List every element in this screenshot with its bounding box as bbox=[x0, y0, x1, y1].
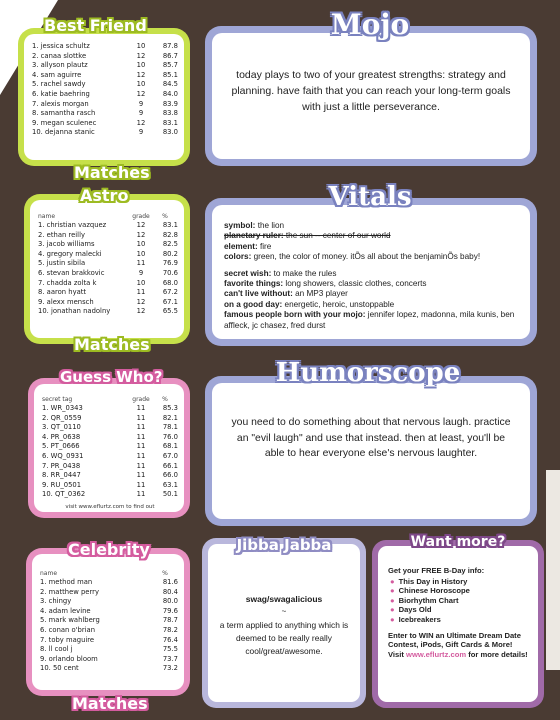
humorscope-text: you need to do something about that nervous laugh. practice an "evil laugh" and use that instead. then at least, you'll be able to hear everyone else's nervous laughter. bbox=[231, 417, 511, 460]
want-more-list bbox=[390, 577, 532, 625]
vitals-element: element: fire bbox=[224, 241, 272, 251]
row-name: 7. PR_0438 bbox=[42, 461, 81, 470]
astro-header-name: name bbox=[38, 213, 56, 220]
table-row bbox=[38, 240, 178, 250]
paper-edge-strip bbox=[546, 470, 560, 670]
astro-card bbox=[24, 194, 190, 344]
row-name: 5. rachel sawdy bbox=[32, 80, 86, 89]
row-grade: 10 bbox=[136, 61, 146, 70]
row-grade: 9 bbox=[138, 268, 144, 277]
row-percent: 82.1 bbox=[162, 413, 178, 422]
vitals-symbol: symbol: the lion bbox=[224, 221, 285, 230]
table-row bbox=[38, 298, 178, 308]
table-row bbox=[40, 616, 178, 626]
row-grade: 9 bbox=[138, 99, 144, 108]
row-grade: 11 bbox=[136, 451, 146, 460]
table-row bbox=[40, 588, 178, 598]
row-grade: 10 bbox=[136, 249, 146, 258]
row-grade: 11 bbox=[136, 480, 146, 489]
row-grade: 11 bbox=[136, 461, 146, 470]
row-grade: 12 bbox=[136, 118, 146, 127]
row-percent: 83.9 bbox=[162, 99, 178, 108]
jibba-jabba-panel bbox=[202, 538, 366, 708]
table-row bbox=[32, 128, 178, 138]
table-row bbox=[32, 61, 178, 71]
vitals-good-day: on a good day: energetic, heroic, unstoppable bbox=[224, 299, 395, 309]
list-item: ● This Day in History bbox=[390, 576, 468, 586]
celebrity-header-name: name bbox=[40, 570, 58, 577]
astro-header-pct: % bbox=[162, 213, 168, 220]
table-row bbox=[40, 664, 178, 674]
vitals-famous: famous people born with your mojo: jennifer lopez, madonna, mila kunis, ben affleck, jc chasez, fred durst bbox=[224, 310, 515, 330]
row-percent: 87.8 bbox=[162, 42, 178, 50]
row-name: 7. alexis morgan bbox=[32, 99, 89, 108]
vitals-colors: colors: green, the color of money. itÕs all about the benjaminÕs baby! bbox=[224, 252, 481, 262]
row-percent: 66.1 bbox=[162, 461, 178, 470]
table-row bbox=[38, 307, 178, 317]
row-percent: 63.1 bbox=[162, 480, 178, 489]
row-percent: 78.1 bbox=[162, 423, 178, 432]
jibba-jabba-tilde: ~ bbox=[281, 607, 287, 616]
row-percent: 50.1 bbox=[162, 490, 178, 499]
row-percent: 67.1 bbox=[162, 297, 178, 306]
row-percent: 67.2 bbox=[162, 288, 178, 297]
table-row bbox=[32, 90, 178, 100]
row-grade: 10 bbox=[136, 80, 146, 89]
table-row bbox=[40, 578, 178, 588]
row-grade: 12 bbox=[136, 89, 146, 98]
row-name: 3. QT_0110 bbox=[42, 423, 81, 432]
row-percent: 78.2 bbox=[162, 625, 178, 634]
row-percent: 66.0 bbox=[162, 471, 178, 480]
list-item: ● Days Old bbox=[390, 605, 432, 615]
table-row bbox=[42, 433, 178, 443]
row-grade: 11 bbox=[136, 404, 146, 412]
vitals-ruler: planetary ruler: the sun -- center of our world bbox=[224, 231, 391, 241]
celebrity-subtitle: Matches bbox=[72, 694, 148, 713]
row-name: 8. aaron hyatt bbox=[38, 288, 87, 297]
row-percent: 83.0 bbox=[162, 128, 178, 137]
row-percent: 76.9 bbox=[162, 259, 178, 268]
row-name: 4. adam levine bbox=[40, 606, 91, 615]
row-grade: 11 bbox=[136, 442, 146, 451]
row-grade: 10 bbox=[136, 240, 146, 249]
row-name: 3. chingy bbox=[40, 597, 72, 606]
row-percent: 65.5 bbox=[162, 307, 178, 316]
table-row bbox=[42, 423, 178, 433]
row-percent: 70.6 bbox=[162, 268, 178, 277]
want-more-visit: Visit www.eflurtz.com for more details! bbox=[388, 649, 528, 659]
table-row bbox=[32, 52, 178, 62]
table-row bbox=[40, 597, 178, 607]
row-name: 10. QT_0362 bbox=[42, 490, 86, 499]
mojo-panel bbox=[205, 26, 537, 166]
row-name: 4. gregory malecki bbox=[38, 249, 102, 258]
row-name: 2. canaa slottke bbox=[32, 51, 87, 60]
jibba-jabba-definition: a term applied to anything which is deemed to be really really cool/great/awesome. bbox=[219, 620, 349, 656]
guess-who-title: Guess Who? bbox=[60, 368, 163, 386]
bullet-icon: ● bbox=[390, 595, 395, 605]
row-grade: 12 bbox=[136, 297, 146, 306]
row-name: 8. RR_0447 bbox=[42, 471, 81, 480]
row-percent: 85.1 bbox=[162, 70, 178, 79]
row-name: 5. mark wahlberg bbox=[40, 616, 100, 625]
row-grade: 10 bbox=[136, 42, 146, 50]
guess-who-header-pct: % bbox=[162, 396, 168, 403]
row-grade: 9 bbox=[138, 109, 144, 118]
row-name: 9. orlando bloom bbox=[40, 654, 98, 663]
table-row bbox=[32, 100, 178, 110]
row-name: 1. jessica schultz bbox=[32, 42, 90, 50]
row-name: 7. chadda zolta k bbox=[38, 278, 97, 287]
list-item: ● Biorhythm Chart bbox=[390, 595, 459, 605]
bullet-icon: ● bbox=[390, 605, 395, 615]
table-row bbox=[38, 288, 178, 298]
table-row bbox=[42, 414, 178, 424]
table-row bbox=[42, 404, 178, 414]
vitals-favorite: favorite things: long showers, classic clothes, concerts bbox=[224, 279, 427, 289]
bullet-icon: ● bbox=[390, 576, 395, 586]
row-percent: 75.5 bbox=[162, 645, 178, 654]
row-percent: 85.7 bbox=[162, 61, 178, 70]
table-row bbox=[42, 490, 178, 500]
celebrity-table bbox=[40, 570, 178, 674]
table-row bbox=[40, 636, 178, 646]
row-percent: 68.0 bbox=[162, 278, 178, 287]
row-percent: 73.7 bbox=[162, 654, 178, 663]
row-name: 10. 50 cent bbox=[40, 664, 79, 673]
vitals-title: Vitals bbox=[328, 182, 412, 212]
table-row bbox=[38, 221, 178, 231]
table-row bbox=[38, 259, 178, 269]
row-name: 6. WQ_0931 bbox=[42, 451, 84, 460]
table-row bbox=[42, 452, 178, 462]
row-percent: 86.7 bbox=[162, 51, 178, 60]
row-grade: 12 bbox=[136, 230, 146, 239]
table-row bbox=[32, 109, 178, 119]
vitals-cant-live: can't live without: an MP3 player bbox=[224, 289, 348, 299]
humorscope-panel bbox=[205, 376, 537, 526]
row-percent: 80.4 bbox=[162, 587, 178, 596]
celebrity-card bbox=[26, 548, 190, 696]
row-percent: 73.2 bbox=[162, 664, 178, 673]
row-name: 2. QR_0559 bbox=[42, 413, 82, 422]
bullet-icon: ● bbox=[390, 586, 395, 596]
row-name: 3. jacob williams bbox=[38, 240, 95, 249]
row-name: 7. toby maguire bbox=[40, 635, 95, 644]
row-name: 8. samantha rasch bbox=[32, 109, 96, 118]
eflurtz-link[interactable]: www.eflurtz.com bbox=[406, 649, 467, 659]
want-more-panel bbox=[372, 534, 544, 708]
row-grade: 11 bbox=[136, 471, 146, 480]
row-grade: 11 bbox=[136, 288, 146, 297]
row-percent: 83.1 bbox=[162, 118, 178, 127]
mojo-title: Mojo bbox=[330, 8, 410, 41]
table-row bbox=[32, 42, 178, 52]
table-row bbox=[38, 250, 178, 260]
row-percent: 82.5 bbox=[162, 240, 178, 249]
table-row bbox=[42, 442, 178, 452]
astro-header-grade: grade bbox=[132, 213, 150, 220]
row-grade: 9 bbox=[138, 128, 144, 137]
row-name: 3. allyson plautz bbox=[32, 61, 88, 70]
row-name: 9. megan sculenec bbox=[32, 118, 97, 127]
table-row bbox=[40, 607, 178, 617]
table-row bbox=[38, 279, 178, 289]
want-more-intro: Get your FREE B-Day info: bbox=[388, 566, 485, 575]
jibba-jabba-title: Jibba Jabba bbox=[236, 536, 332, 554]
humorscope-title: Humorscope bbox=[275, 358, 461, 388]
row-name: 10. jonathan nadolny bbox=[38, 307, 111, 316]
row-grade: 11 bbox=[136, 432, 146, 441]
row-percent: 67.0 bbox=[162, 451, 178, 460]
row-grade: 10 bbox=[136, 278, 146, 287]
row-percent: 84.0 bbox=[162, 89, 178, 98]
row-name: 9. RU_0501 bbox=[42, 480, 82, 489]
row-percent: 76.0 bbox=[162, 432, 178, 441]
row-percent: 85.3 bbox=[162, 404, 178, 412]
row-name: 10. dejanna stanic bbox=[32, 128, 95, 137]
row-percent: 84.5 bbox=[162, 80, 178, 89]
row-percent: 83.8 bbox=[162, 109, 178, 118]
vitals-body bbox=[212, 205, 530, 331]
table-row bbox=[42, 471, 178, 481]
list-item: ● Chinese Horoscope bbox=[390, 586, 470, 596]
row-name: 6. stevan brakkovic bbox=[38, 268, 105, 277]
row-percent: 76.4 bbox=[162, 635, 178, 644]
row-grade: 12 bbox=[136, 70, 146, 79]
row-grade: 12 bbox=[136, 307, 146, 316]
astro-subtitle: Matches bbox=[74, 335, 150, 354]
best-friend-table bbox=[32, 42, 178, 138]
best-friend-card bbox=[18, 28, 190, 166]
row-percent: 80.0 bbox=[162, 597, 178, 606]
row-percent: 80.2 bbox=[162, 249, 178, 258]
vitals-wish: secret wish: to make the rules bbox=[224, 268, 337, 278]
row-name: 9. alexx mensch bbox=[38, 297, 94, 306]
row-name: 2. ethan reilly bbox=[38, 230, 85, 239]
row-percent: 79.6 bbox=[162, 606, 178, 615]
list-item: ● Icebreakers bbox=[390, 614, 441, 624]
row-grade: 11 bbox=[136, 259, 146, 268]
vitals-panel bbox=[205, 198, 537, 346]
table-row bbox=[38, 269, 178, 279]
row-name: 5. justin sibila bbox=[38, 259, 86, 268]
best-friend-subtitle: Matches bbox=[74, 163, 150, 182]
row-grade: 11 bbox=[136, 490, 146, 499]
table-row bbox=[40, 626, 178, 636]
astro-title: Astro bbox=[80, 186, 129, 205]
row-name: 1. christian vazquez bbox=[38, 221, 107, 229]
table-row bbox=[32, 80, 178, 90]
guess-who-header-grade: grade bbox=[132, 396, 150, 403]
guess-who-footnote: visit www.eflurtz.com to find out bbox=[65, 503, 155, 510]
bullet-icon: ● bbox=[390, 614, 395, 624]
want-more-contest: Enter to WIN an Ultimate Dream Date Contest, iPods, Gift Cards & More! bbox=[388, 630, 521, 650]
row-name: 8. ll cool j bbox=[40, 645, 73, 654]
row-percent: 78.7 bbox=[162, 616, 178, 625]
row-grade: 11 bbox=[136, 413, 146, 422]
row-name: 5. PT_0666 bbox=[42, 442, 80, 451]
celebrity-title: Celebrity bbox=[68, 540, 150, 559]
row-percent: 68.1 bbox=[162, 442, 178, 451]
row-name: 1. WR_0343 bbox=[42, 404, 83, 412]
row-grade: 11 bbox=[136, 423, 146, 432]
want-more-title: Want more? bbox=[410, 534, 506, 550]
table-row bbox=[40, 655, 178, 665]
row-grade: 12 bbox=[136, 221, 146, 229]
mojo-text: today plays to two of your greatest strengths: strategy and planning. have faith that you can reach your long-term goals with just a little perseverance. bbox=[231, 69, 511, 113]
guess-who-table bbox=[42, 396, 178, 500]
celebrity-header-pct: % bbox=[162, 570, 168, 577]
best-friend-title: Best Friend bbox=[44, 16, 147, 35]
row-percent: 83.1 bbox=[162, 221, 178, 229]
guess-who-header-tag: secret tag bbox=[42, 396, 73, 403]
table-row bbox=[38, 231, 178, 241]
table-row bbox=[42, 462, 178, 472]
astro-table bbox=[38, 213, 178, 317]
row-percent: 82.8 bbox=[162, 230, 178, 239]
row-grade: 12 bbox=[136, 51, 146, 60]
table-row bbox=[32, 71, 178, 81]
table-row bbox=[40, 645, 178, 655]
row-percent: 81.6 bbox=[162, 578, 178, 586]
guess-who-card bbox=[28, 378, 190, 518]
table-row bbox=[32, 119, 178, 129]
row-name: 2. matthew perry bbox=[40, 587, 99, 596]
row-name: 4. sam aguirre bbox=[32, 70, 82, 79]
row-name: 6. katie baehring bbox=[32, 89, 90, 98]
row-name: 6. conan o'brian bbox=[40, 625, 96, 634]
row-name: 1. method man bbox=[40, 578, 93, 586]
row-name: 4. PR_0638 bbox=[42, 432, 81, 441]
jibba-jabba-word: swag/swagalicious bbox=[245, 594, 323, 604]
table-row bbox=[42, 481, 178, 491]
